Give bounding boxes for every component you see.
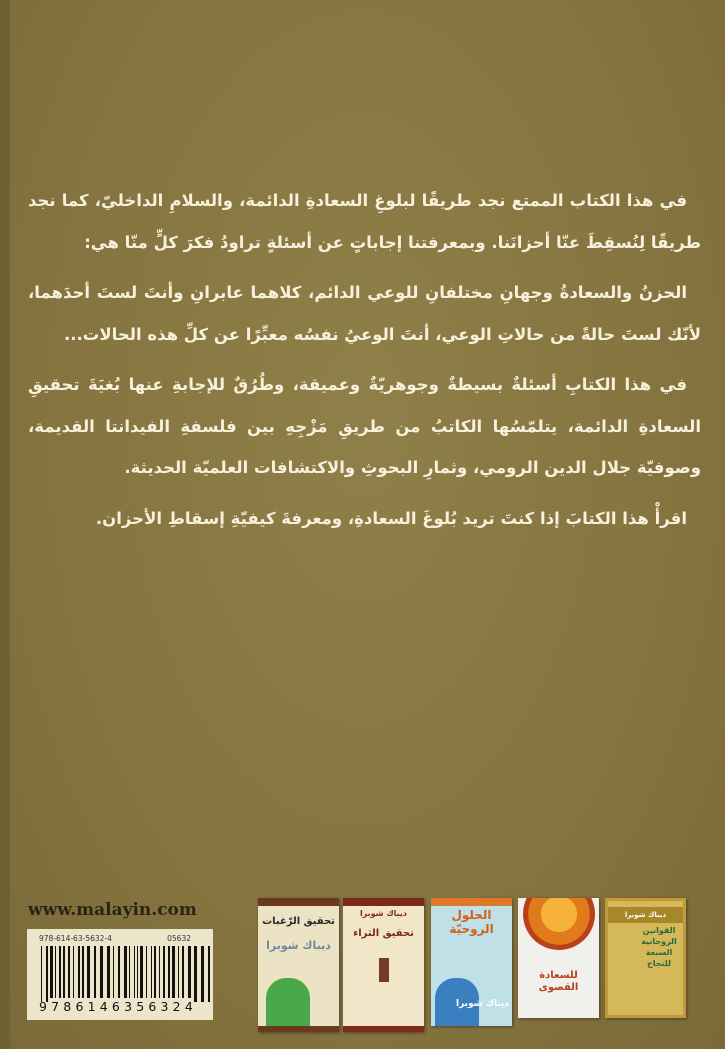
barcode-digits: 9786146356324 bbox=[39, 999, 197, 1014]
isbn-text: 978-614-63-5632-4 bbox=[39, 934, 112, 943]
price-code: 05632 bbox=[167, 934, 191, 943]
book-title: للسعادة القصوى bbox=[538, 970, 579, 993]
barcode-bar bbox=[178, 946, 179, 998]
cross-ornament-icon bbox=[379, 958, 389, 982]
blurb-paragraph: الحزنُ والسعادةُ وجهانِ مختلفانِ للوعي الدائم، كلاهما عابرانِ وأنتَ لستَ أحدَهما، لأنّك لستَ حالةً من حالاتِ الوعي، أنتَ الوعيُ نفسُه معبِّرًا عن كلِّ هذه الحالات... bbox=[28, 283, 701, 344]
author-photo bbox=[266, 978, 310, 1026]
barcode-bar bbox=[82, 946, 84, 998]
back-cover-blurb bbox=[28, 180, 701, 548]
barcode-bar bbox=[129, 946, 130, 998]
barcode-bar bbox=[154, 946, 156, 998]
barcode-bar bbox=[208, 946, 210, 1002]
book-title: تحقيق الرّغبات bbox=[262, 916, 335, 927]
book-title: الحلول الروحيّة bbox=[449, 908, 494, 936]
isbn-barcode bbox=[27, 929, 213, 1020]
barcode-bar bbox=[182, 946, 184, 998]
barcode-bar bbox=[159, 946, 160, 998]
barcode-bar bbox=[194, 946, 197, 1002]
barcode-bar bbox=[113, 946, 114, 998]
barcode-bar bbox=[188, 946, 191, 998]
book-thumbnail bbox=[431, 898, 512, 1026]
barcode-bar bbox=[78, 946, 80, 998]
barcode-bar bbox=[163, 946, 165, 998]
barcode-bar bbox=[100, 946, 103, 998]
barcode-bar bbox=[87, 946, 90, 998]
book-author: ديباك شوبرا bbox=[608, 907, 683, 923]
barcode-bar bbox=[137, 946, 138, 998]
barcode-bar bbox=[107, 946, 110, 998]
barcode-bar bbox=[118, 946, 120, 998]
barcode-bar bbox=[151, 946, 152, 998]
book-author: ديباك شوبرا bbox=[266, 939, 331, 952]
blurb-paragraph: اقرأْ هذا الكتابَ إذا كنتَ تريد بُلوغَ السعادةِ، ومعرفةَ كيفيّةِ إسقاطِ الأحزان. bbox=[95, 508, 687, 528]
barcode-bar bbox=[124, 946, 127, 998]
barcode-bar bbox=[50, 946, 53, 998]
barcode-bar bbox=[46, 946, 48, 1002]
barcode-bar bbox=[41, 946, 42, 1002]
blurb-paragraph: في هذا الكتابِ أسئلةٌ بسيطةٌ وجوهريّةٌ وعميقة، وطُرُقٌ للإجابةِ عنها بُغيَةَ تحقيقِ السعادةِ الدائمة، يتلمّسُها الكاتبُ من طريقِ مَزْجِهِ بين فلسفةِ الفيدانتا القديمة، وصوفيّة جلال الدين الرومي، وثمارِ البحوثِ والاكتشافات العلميّة الحديثة. bbox=[28, 375, 701, 477]
barcode-bar bbox=[59, 946, 61, 998]
barcode-bar bbox=[94, 946, 96, 998]
publisher-url: www.malayin.com bbox=[28, 900, 197, 920]
book-thumbnail bbox=[258, 898, 339, 1032]
barcode-bar bbox=[73, 946, 74, 998]
book-author: ديباك شوبرا bbox=[456, 999, 509, 1009]
barcode-bar bbox=[168, 946, 170, 998]
barcode-bar bbox=[140, 946, 143, 998]
barcode-bar bbox=[134, 946, 135, 998]
book-author: ديباك شوبرا bbox=[359, 909, 408, 918]
book-thumbnail bbox=[343, 898, 424, 1032]
barcode-bars bbox=[41, 946, 211, 1002]
blurb-paragraph: في هذا الكتاب الممتع نجد طريقًا لبلوغِ السعادةِ الدائمة، والسلامِ الداخليّ، كما نجد طريقًا لِنُسقِطَ عنّا أحزانَنا. وبمعرفتنا إجاباتٍ عن أسئلةٍ تراودُ فكرَ كلٍّ منّا هي: bbox=[28, 191, 701, 252]
spine-edge bbox=[0, 0, 10, 1049]
barcode-bar bbox=[63, 946, 65, 998]
book-thumbnail bbox=[518, 898, 599, 1018]
book-title: تحقيق الثراء bbox=[353, 928, 414, 939]
barcode-bar bbox=[172, 946, 175, 998]
sun-illustration bbox=[523, 898, 595, 950]
barcode-bar bbox=[201, 946, 204, 1002]
barcode-bar bbox=[68, 946, 70, 998]
book-title: القوانين الروحانية السبعة للنجاح bbox=[641, 926, 677, 968]
book-thumbnail bbox=[605, 898, 686, 1018]
barcode-bar bbox=[55, 946, 56, 998]
barcode-bar bbox=[146, 946, 147, 998]
